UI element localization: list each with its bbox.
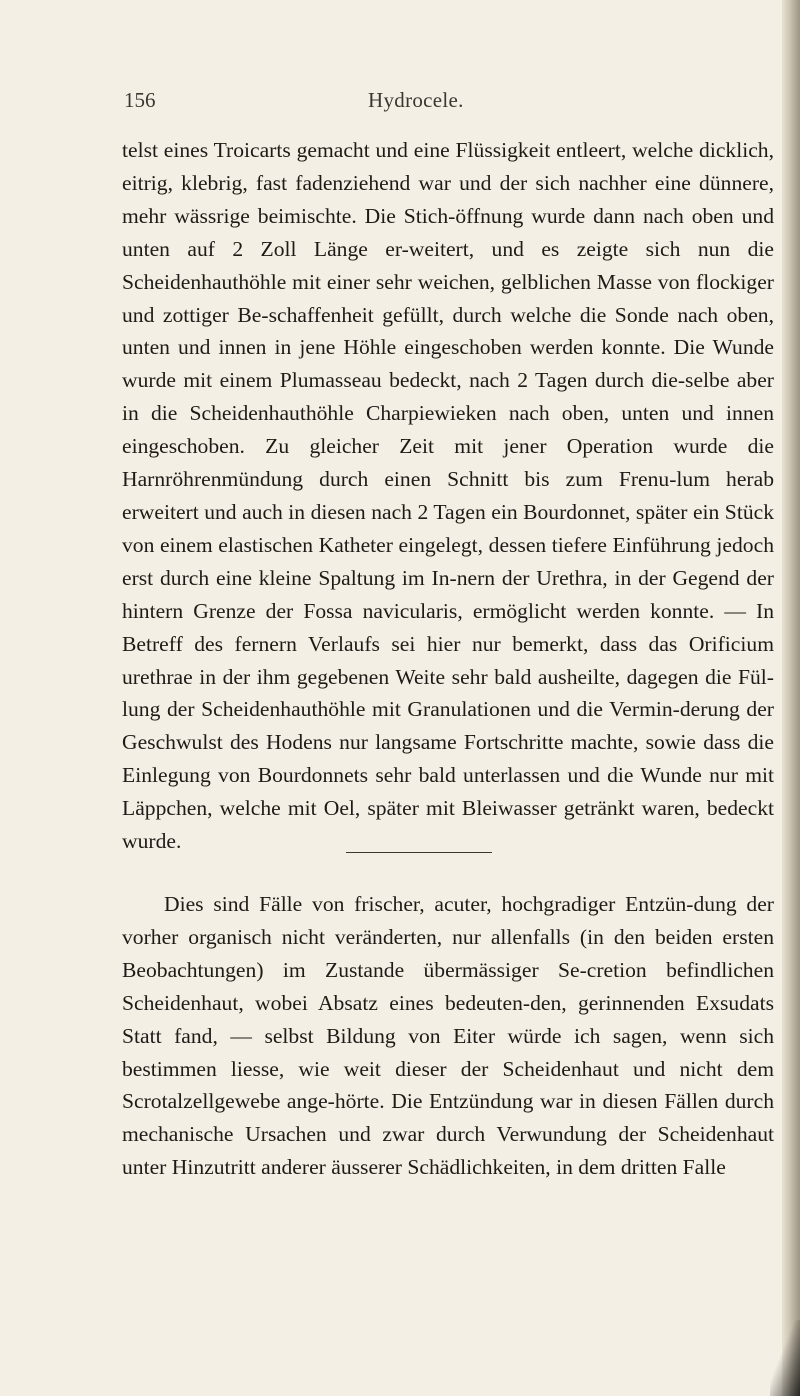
section-divider [346, 852, 492, 853]
paragraph-text: telst eines Troicarts gemacht und eine Flüssigkeit entleert, welche dicklich, eitrig, klebrig, fast fadenziehend war und der sich nachher eine dünnere, mehr wässrige beimischte. Die Stich-öffnung wurde dann nach oben und unten auf 2 Zoll Länge er-weitert, und es zeigte sich nun die Scheidenhauthöhle mit einer sehr weichen, gelblichen Masse von flockiger und zottiger Be-schaffenheit gefüllt, durch welche die Sonde nach oben, unten und innen in jene Höhle eingeschoben werden konnte. Die Wunde wurde mit einem Plumasseau bedeckt, nach 2 Tagen durch die-selbe aber in die Scheidenhauthöhle Charpiewieken nach oben, unten und innen eingeschoben. Zu gleicher Zeit mit jener Operation wurde die Harnröhrenmündung durch einen Schnitt bis zum Frenu-lum herab erweitert und auch in diesen nach 2 Tagen ein Bourdonnet, später ein Stück von einem elastischen Katheter eingelegt, dessen tiefere Einführung jedoch erst durch eine kleine Spaltung im In-nern der Urethra, in der Gegend der hintern Grenze der Fossa navicularis, ermöglicht werden konnte. — In Betreff des fernern Verlaufs sei hier nur bemerkt, dass das Orificium urethrae in der ihm gegebenen Weite sehr bald ausheilte, dagegen die Fül-lung der Scheidenhauthöhle mit Granulationen und die Vermin-derung der Geschwulst des Hodens nur langsame Fortschritte machte, sowie dass die Einlegung von Bourdonnets sehr bald unterlassen und die Wunde nur mit Läppchen, welche mit Oel, später mit Bleiwasser getränkt waren, bedeckt wurde. [122, 138, 774, 854]
page-number: 156 [124, 88, 156, 112]
running-head [0, 88, 782, 118]
corner-shadow [770, 1320, 800, 1396]
page-edge [782, 0, 800, 1396]
paragraph-discussion [122, 888, 774, 1184]
paragraph-case-report [122, 134, 774, 858]
paragraph-text: Dies sind Fälle von frischer, acuter, hochgradiger Entzün-dung der vorher organisch nicht veränderten, nur allenfalls (in den beiden ersten Beobachtungen) im Zustande übermässiger Se-cretion befindlichen Scheidenhaut, wobei Absatz eines bedeuten-den, gerinnenden Exsudats Statt fand, — selbst Bildung von Eiter würde ich sagen, wenn sich bestimmen liesse, wie weit dieser der Scheidenhaut und nicht dem Scrotalzellgewebe ange-hörte. Die Entzündung war in diesen Fällen durch mechanische Ursachen und zwar durch Verwundung der Scheidenhaut unter Hinzutritt anderer äusserer Schädlichkeiten, in dem dritten Falle [122, 892, 774, 1180]
running-title: Hydrocele. [368, 88, 464, 112]
